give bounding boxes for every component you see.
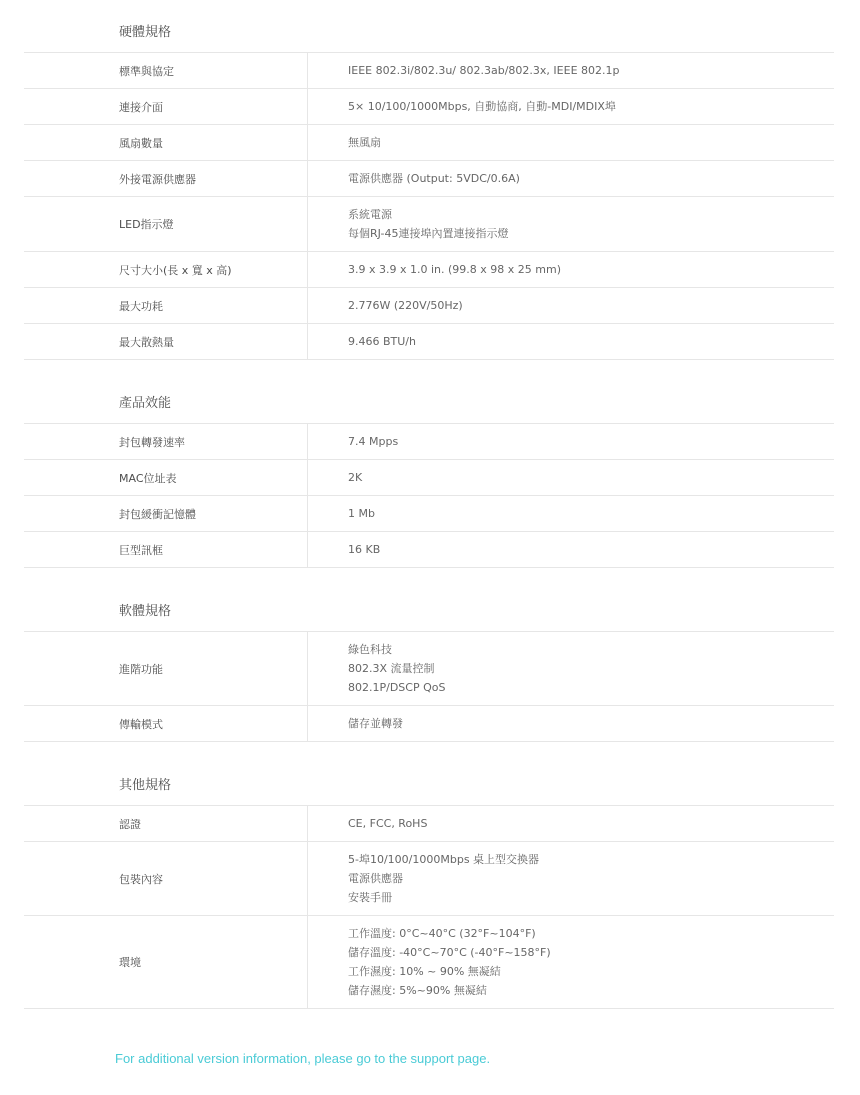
spec-value-line: IEEE 802.3i/802.3u/ 802.3ab/802.3x, IEEE 802.1p xyxy=(348,64,620,77)
spec-value xyxy=(308,161,834,196)
spec-row xyxy=(24,806,834,842)
spec-value xyxy=(308,916,834,1008)
spec-value xyxy=(308,842,834,915)
spec-row xyxy=(24,252,834,288)
spec-value-line: 16 KB xyxy=(348,543,381,556)
spec-row xyxy=(24,89,834,125)
spec-label: 標準與協定 xyxy=(24,53,308,88)
spec-value-line: 每個RJ-45連接埠內置連接指示燈 xyxy=(348,227,509,240)
spec-section xyxy=(24,592,834,742)
spec-value xyxy=(308,324,834,359)
spec-value xyxy=(308,632,834,705)
section-title: 軟體規格 xyxy=(24,592,834,632)
spec-value-line: 802.1P/DSCP QoS xyxy=(348,681,446,694)
spec-value-line: 系統電源 xyxy=(348,208,392,221)
spec-value-line: 3.9 x 3.9 x 1.0 in. (99.8 x 98 x 25 mm) xyxy=(348,263,562,276)
spec-value-line: 電源供應器 (Output: 5VDC/0.6A) xyxy=(348,172,520,185)
spec-row xyxy=(24,324,834,360)
spec-value-line: 安裝手冊 xyxy=(348,891,392,904)
spec-row xyxy=(24,460,834,496)
spec-row xyxy=(24,161,834,197)
spec-value-line: 7.4 Mpps xyxy=(348,435,399,448)
spec-value-line: 工作溫度: 0°C~40°C (32°F~104°F) xyxy=(348,927,536,940)
spec-value xyxy=(308,53,834,88)
spec-row xyxy=(24,125,834,161)
spec-value-line: 無風扇 xyxy=(348,136,381,149)
spec-row xyxy=(24,706,834,742)
spec-value-line: 儲存溫度: -40°C~70°C (-40°F~158°F) xyxy=(348,946,551,959)
spec-label: 最大功耗 xyxy=(24,288,308,323)
spec-label: 外接電源供應器 xyxy=(24,161,308,196)
spec-value xyxy=(308,197,834,251)
spec-value-line: 1 Mb xyxy=(348,507,375,520)
spec-value xyxy=(308,806,834,841)
spec-value xyxy=(308,706,834,741)
spec-row xyxy=(24,197,834,252)
spec-value-line: 802.3X 流量控制 xyxy=(348,662,435,675)
spec-value-line: 儲存並轉發 xyxy=(348,717,403,730)
spec-value xyxy=(308,125,834,160)
section-title: 硬體規格 xyxy=(24,13,834,53)
spec-row xyxy=(24,632,834,706)
spec-value xyxy=(308,288,834,323)
spec-label: 進階功能 xyxy=(24,632,308,705)
spec-value xyxy=(308,89,834,124)
spec-label: 連接介面 xyxy=(24,89,308,124)
spec-label: MAC位址表 xyxy=(24,460,308,495)
spec-row xyxy=(24,842,834,916)
spec-label: 環境 xyxy=(24,916,308,1008)
spec-value-line: 2.776W (220V/50Hz) xyxy=(348,299,463,312)
spec-value-line: 電源供應器 xyxy=(348,872,403,885)
section-title: 產品效能 xyxy=(24,384,834,424)
spec-row xyxy=(24,496,834,532)
section-title: 其他規格 xyxy=(24,766,834,806)
support-page-link[interactable]: For additional version information, please go to the support page. xyxy=(115,1051,491,1066)
spec-value-line: 5× 10/100/1000Mbps, 自動協商, 自動-MDI/MDIX埠 xyxy=(348,100,616,113)
spec-value xyxy=(308,496,834,531)
spec-section xyxy=(24,13,834,360)
spec-value xyxy=(308,460,834,495)
spec-value-line: 9.466 BTU/h xyxy=(348,335,416,348)
spec-label: 認證 xyxy=(24,806,308,841)
spec-label: 包裝內容 xyxy=(24,842,308,915)
spec-label: 風扇數量 xyxy=(24,125,308,160)
spec-value-line: 綠色科技 xyxy=(348,643,392,656)
spec-section xyxy=(24,384,834,568)
spec-label: 尺寸大小(長 x 寬 x 高) xyxy=(24,252,308,287)
spec-value xyxy=(308,424,834,459)
spec-value-line: 2K xyxy=(348,471,363,484)
spec-row xyxy=(24,916,834,1009)
spec-label: 傳輸模式 xyxy=(24,706,308,741)
spec-value-line: CE, FCC, RoHS xyxy=(348,817,428,830)
spec-value-line: 儲存濕度: 5%~90% 無凝結 xyxy=(348,984,487,997)
spec-label: LED指示燈 xyxy=(24,197,308,251)
spec-section xyxy=(24,766,834,1009)
spec-value-line: 5-埠10/100/1000Mbps 桌上型交換器 xyxy=(348,853,540,866)
spec-value xyxy=(308,532,834,567)
spec-row xyxy=(24,288,834,324)
spec-label: 巨型訊框 xyxy=(24,532,308,567)
spec-value-line: 工作濕度: 10% ~ 90% 無凝結 xyxy=(348,965,501,978)
spec-label: 封包轉發速率 xyxy=(24,424,308,459)
spec-value xyxy=(308,252,834,287)
spec-row xyxy=(24,53,834,89)
spec-row xyxy=(24,532,834,568)
spec-row xyxy=(24,424,834,460)
spec-label: 最大散熱量 xyxy=(24,324,308,359)
spec-label: 封包緩衝記憶體 xyxy=(24,496,308,531)
